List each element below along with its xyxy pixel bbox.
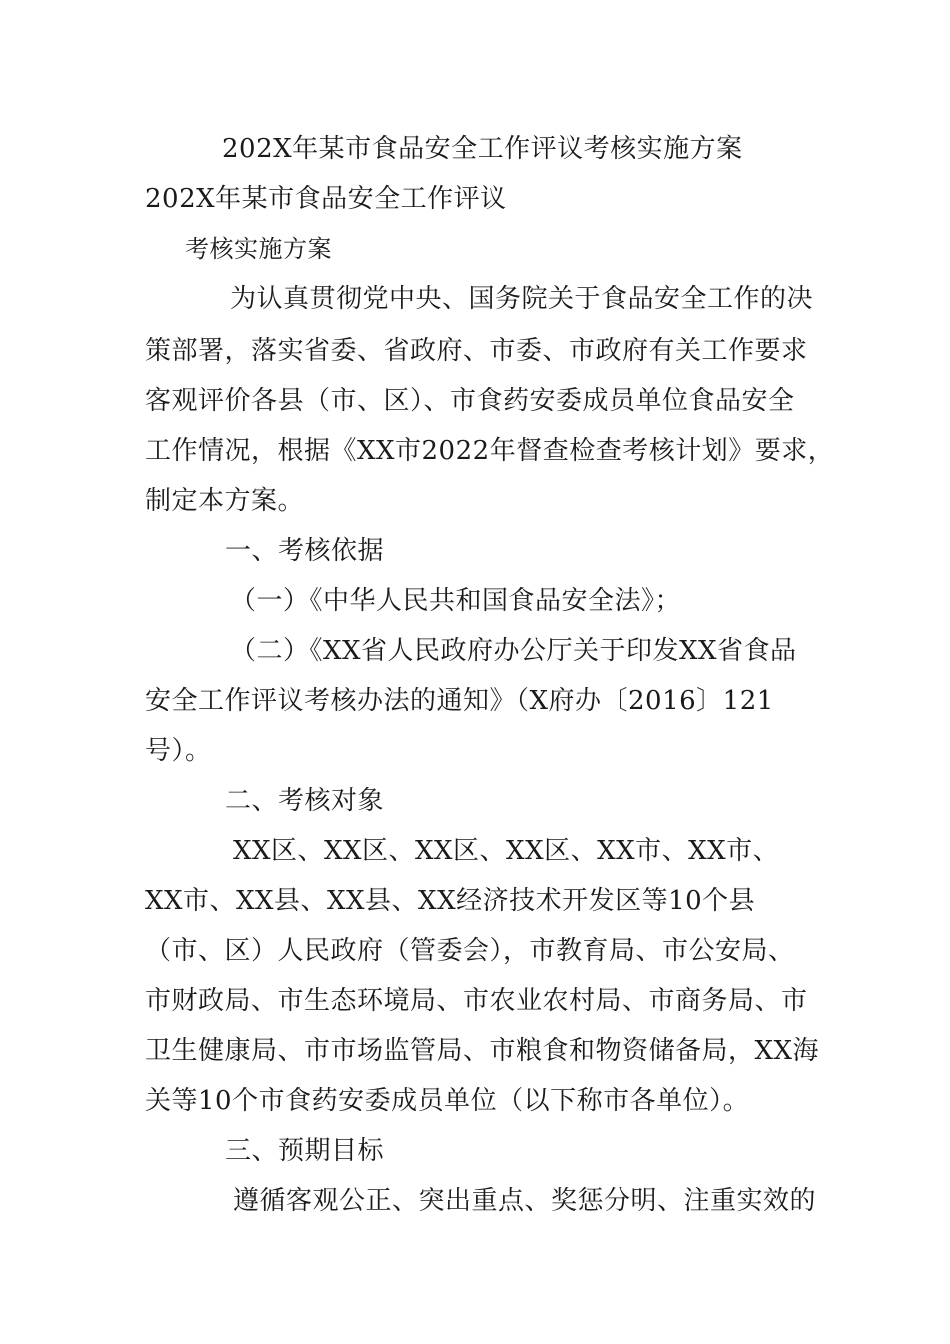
basis-item-1: （一）《中华人民共和国食品安全法》； bbox=[230, 586, 682, 616]
targets-paragraph-line: 市财政局、市生态环境局、市农业农村局、市商务局、市 bbox=[145, 986, 808, 1016]
intro-paragraph-line: 为认真贯彻党中央、国务院关于食品安全工作的决 bbox=[230, 284, 814, 314]
targets-paragraph-line: （市、区）人民政府（管委会），市教育局、市公安局、 bbox=[145, 936, 795, 966]
section-heading-basis: 一、考核依据 bbox=[225, 536, 385, 566]
section-heading-goals: 三、预期目标 bbox=[225, 1136, 385, 1166]
basis-item-2-line: 安全工作评议考核办法的通知》（X府办〔2016〕121 bbox=[145, 686, 774, 716]
targets-paragraph-line: 卫生健康局、市市场监管局、市粮食和物资储备局，XX海 bbox=[145, 1036, 820, 1066]
document-title: 202X年某市食品安全工作评议考核实施方案 bbox=[222, 134, 743, 164]
targets-paragraph-line: 关等10个市食药安委成员单位（以下称市各单位）。 bbox=[145, 1086, 750, 1116]
targets-paragraph-line: XX市、XX县、XX县、XX经济技术开发区等10个县 bbox=[145, 886, 756, 916]
intro-paragraph-line: 策部署，落实省委、省政府、市委、市政府有关工作要求 bbox=[145, 336, 808, 366]
document-subtitle-line-2: 考核实施方案 bbox=[185, 235, 332, 263]
intro-paragraph-line: 客观评价各县（市、区）、市食药安委成员单位食品安全 bbox=[145, 386, 795, 416]
document-subtitle-line-1: 202X年某市食品安全工作评议 bbox=[145, 184, 507, 214]
goals-paragraph-line: 遵循客观公正、突出重点、奖惩分明、注重实效的 bbox=[233, 1186, 817, 1216]
intro-paragraph-line: 工作情况，根据《XX市2022年督查检查考核计划》要求， bbox=[145, 436, 835, 466]
basis-item-2-line: 号）。 bbox=[145, 736, 212, 766]
basis-item-2-line: （二）《XX省人民政府办公厅关于印发XX省食品 bbox=[230, 636, 797, 666]
section-heading-targets: 二、考核对象 bbox=[225, 786, 385, 816]
targets-paragraph-line: XX区、XX区、XX区、XX区、XX市、XX市、 bbox=[233, 836, 780, 866]
intro-paragraph-line: 制定本方案。 bbox=[145, 486, 305, 516]
